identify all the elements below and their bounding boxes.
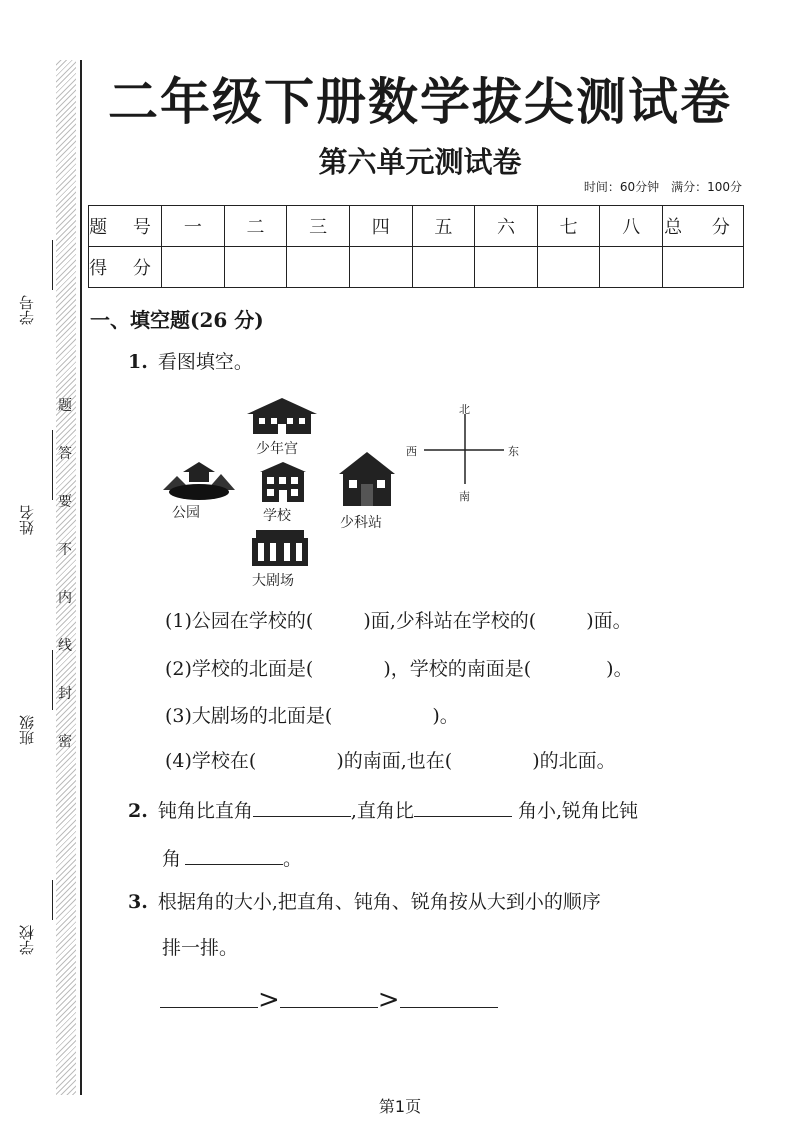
score-cell[interactable] xyxy=(475,247,538,288)
score-cell[interactable] xyxy=(537,247,600,288)
theater-label: 大剧场 xyxy=(252,573,294,589)
score-cell[interactable] xyxy=(224,247,287,288)
header-cell: 题 号 xyxy=(89,206,162,247)
q1-sub3 xyxy=(165,707,459,726)
answer-blank[interactable] xyxy=(400,985,498,1008)
student-id-field xyxy=(14,240,44,350)
greater-than-sign: > xyxy=(377,985,400,1015)
question-text: ,直角比 xyxy=(350,800,414,822)
question-3-line2 xyxy=(162,939,238,958)
answer-blank[interactable] xyxy=(280,985,378,1008)
answer-blank[interactable] xyxy=(160,985,258,1008)
name-label: 姓名 xyxy=(18,505,36,535)
seal-char: 答 xyxy=(58,446,72,462)
header-cell: 七 xyxy=(537,206,600,247)
student-id-label: 学号 xyxy=(18,295,36,325)
score-cell[interactable] xyxy=(349,247,412,288)
ordering-row xyxy=(160,985,498,1013)
science-station-icon xyxy=(337,450,397,508)
score-cell[interactable] xyxy=(162,247,225,288)
school-line xyxy=(52,880,53,920)
name-line xyxy=(52,430,53,500)
seal-char: 密 xyxy=(58,734,72,750)
q1-sub2-text: )，学校的南面是( xyxy=(383,658,532,680)
q1-sub3-text: (3)大剧场的北面是( xyxy=(165,705,333,727)
compass-rose xyxy=(420,412,510,492)
school-field xyxy=(14,880,44,980)
answer-blank[interactable] xyxy=(185,848,283,865)
school-label: 学校 xyxy=(263,508,291,524)
seal-char: 不 xyxy=(58,542,72,558)
compass-south: 南 xyxy=(459,490,470,503)
score-cell[interactable] xyxy=(663,247,744,288)
compass-east: 东 xyxy=(508,445,519,458)
park-icon xyxy=(163,458,235,500)
q1-sub1-text: )面,少科站在学校的( xyxy=(363,610,537,632)
score-table xyxy=(88,205,744,288)
q1-sub4-text: )的北面。 xyxy=(532,750,616,772)
question-number: 1. xyxy=(128,351,148,373)
header-cell: 八 xyxy=(600,206,663,247)
answer-blank[interactable] xyxy=(253,800,351,817)
header-cell: 五 xyxy=(412,206,475,247)
header-cell: 三 xyxy=(287,206,350,247)
q1-sub4 xyxy=(165,752,616,771)
class-label: 班级 xyxy=(18,715,36,745)
q1-sub2-text: )。 xyxy=(606,658,633,680)
q1-sub1-text: )面。 xyxy=(586,610,632,632)
question-text: 看图填空。 xyxy=(157,351,253,373)
header-cell: 二 xyxy=(224,206,287,247)
question-text: 角小,锐角比钝 xyxy=(511,800,638,822)
score-row-label: 得 分 xyxy=(89,247,162,288)
q1-sub3-text: )。 xyxy=(432,705,459,727)
page-subtitle: 第六单元测试卷 xyxy=(318,145,522,179)
question-2-line2 xyxy=(162,848,302,869)
header-cell: 总 分 xyxy=(663,206,744,247)
score-cell[interactable] xyxy=(600,247,663,288)
question-text: 。 xyxy=(283,848,303,870)
binding-margin-line xyxy=(80,60,82,1095)
score-table-score-row xyxy=(89,247,744,288)
seal-char: 线 xyxy=(58,638,72,654)
seal-char: 要 xyxy=(58,494,72,510)
school-icon xyxy=(258,460,308,504)
page-number: 第1页 xyxy=(378,1097,422,1116)
header-cell: 四 xyxy=(349,206,412,247)
score-cell[interactable] xyxy=(287,247,350,288)
score-cell[interactable] xyxy=(412,247,475,288)
name-field xyxy=(14,430,44,560)
question-1 xyxy=(128,353,253,372)
question-text: 角 xyxy=(162,848,182,870)
question-text: 根据角的大小,把直角、钝角、锐角按从大到小的顺序 xyxy=(157,891,601,913)
q1-sub1-text: (1)公园在学校的( xyxy=(165,610,314,632)
question-text: 排一排。 xyxy=(162,937,239,959)
header-cell: 一 xyxy=(162,206,225,247)
theater-icon xyxy=(250,528,310,568)
class-field xyxy=(14,650,44,780)
q1-sub2-text: (2)学校的北面是( xyxy=(165,658,314,680)
page-title: 二年级下册数学拔尖测试卷 xyxy=(108,73,732,131)
question-text: 钝角比直角 xyxy=(157,800,253,822)
score-table-header-row xyxy=(89,206,744,247)
greater-than-sign: > xyxy=(258,985,280,1015)
school-label: 学校 xyxy=(18,925,36,955)
seal-char: 题 xyxy=(58,398,72,414)
student-id-line xyxy=(52,240,53,290)
question-number: 3. xyxy=(128,891,148,913)
question-3 xyxy=(128,893,601,912)
science-station-label: 少科站 xyxy=(340,515,382,531)
q1-sub4-text: )的南面,也在( xyxy=(336,750,453,772)
section-heading: 一、填空题(26 分) xyxy=(90,308,264,332)
question-number: 2. xyxy=(128,800,148,822)
compass-west: 西 xyxy=(406,445,417,458)
youth-palace-icon xyxy=(245,396,319,436)
seal-line-text xyxy=(54,395,76,779)
youth-palace-label: 少年宫 xyxy=(256,441,298,457)
q1-sub1 xyxy=(165,612,632,631)
exam-meta: 时间：60分钟 满分：100分 xyxy=(583,180,742,194)
seal-char: 内 xyxy=(58,590,72,606)
compass-north: 北 xyxy=(459,403,470,416)
question-2 xyxy=(128,800,638,821)
seal-char: 封 xyxy=(58,686,72,702)
q1-sub2 xyxy=(165,660,633,679)
park-label: 公园 xyxy=(172,505,200,521)
q1-sub4-text: (4)学校在( xyxy=(165,750,257,772)
answer-blank[interactable] xyxy=(414,800,512,817)
header-cell: 六 xyxy=(475,206,538,247)
class-line xyxy=(52,650,53,710)
